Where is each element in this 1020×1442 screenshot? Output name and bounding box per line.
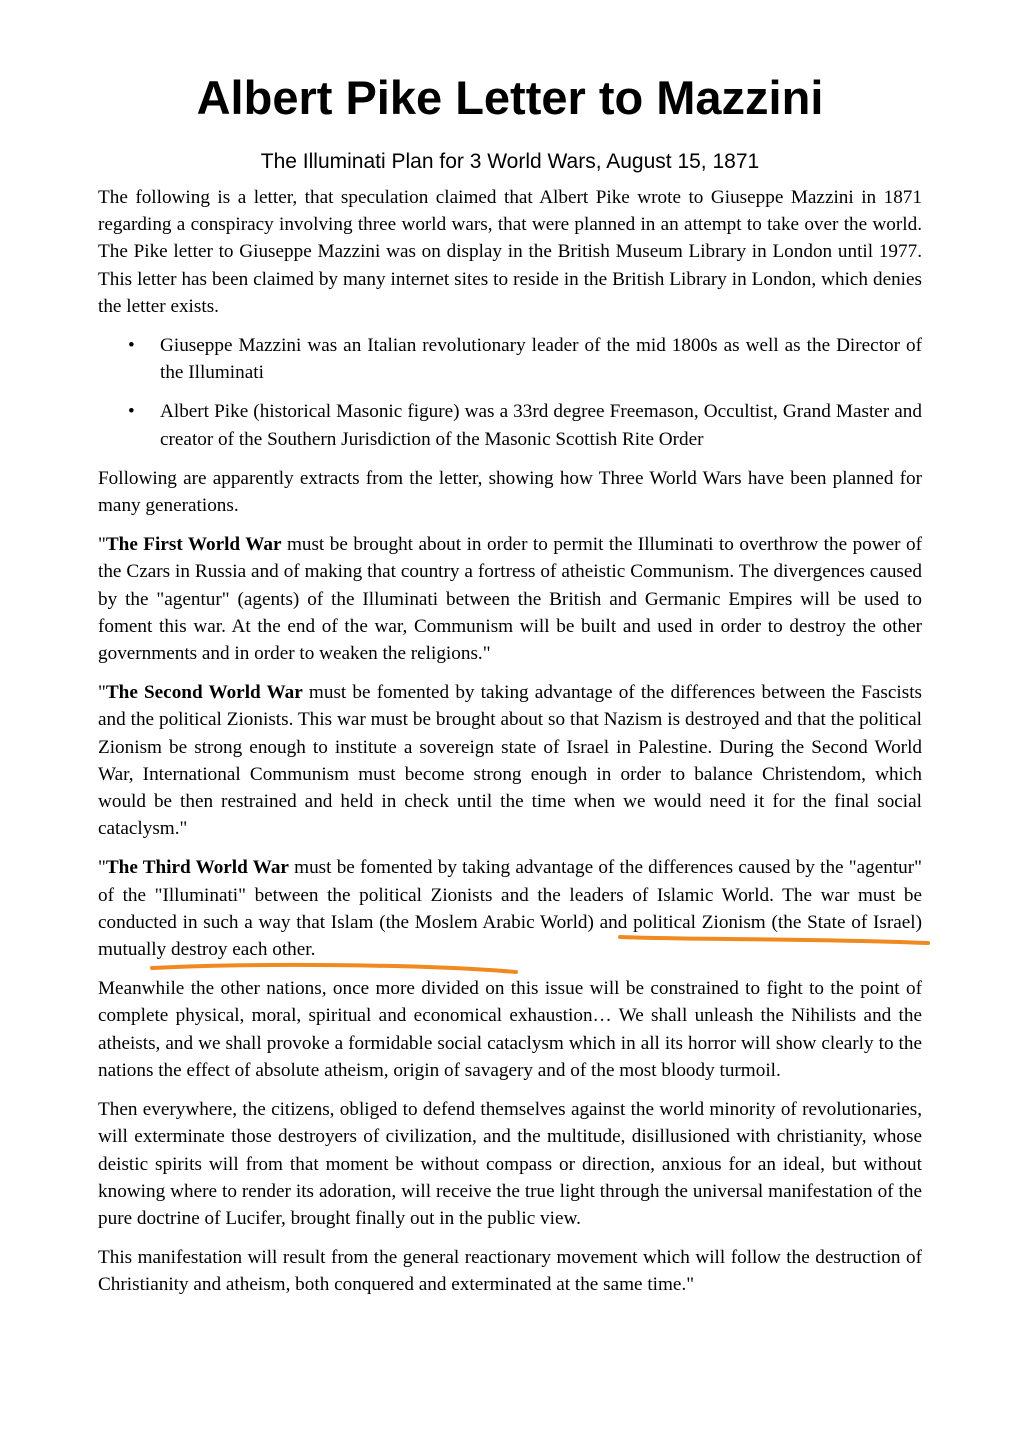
page-title: Albert Pike Letter to Mazzini — [196, 71, 824, 124]
meanwhile-paragraph: Meanwhile the other nations, once more divided on this issue will be constrained to fight to the point of complete physical, moral, spiritual and economical exhaustion… We shall unleash the Nihilists and the atheists, and we shall provoke a formidable social cataclysm which in all its horror will show clearly to the nations the effect of absolute atheism, origin of savagery and of the most bloody turmoil. — [98, 978, 922, 1081]
third-war-paragraph — [98, 854, 922, 963]
third-war-heading: The Third World War — [105, 857, 289, 879]
then-paragraph: Then everywhere, the citizens, obliged to defend themselves against the world minority of revolutionaries, will exterminate those destroyers of civilization, and the multitude, disillusioned with christianity, whose deistic spirits will from that moment be without compass or direction, anxious for an ideal, but without knowing where to render its adoration, will receive the true light through the universal manifestation of the pure doctrine of Lucifer, brought finally out in the public view. — [98, 1099, 922, 1229]
bullet-icon: • — [128, 335, 135, 357]
third-war-text: must be fomented by taking advantage of the differences caused by the "agentur" of the "Illuminati" between the political Zionists and the leaders of Islamic World. The war must be conducted in such a way that Islam (the Moslem Arabic World) and political Zionism (the State of Israel) mutually destroy each other. — [98, 857, 922, 961]
closing-paragraph: This manifestation will result from the general reactionary movement which will follow the destruction of Christianity and atheism, both conquered and exterminated at the same time." — [98, 1247, 922, 1296]
intro-paragraph: The following is a letter, that speculation claimed that Albert Pike wrote to Giuseppe Mazzini in 1871 regarding a conspiracy involving three world wars, that were planned in an attempt to take over the world. The Pike letter to Giuseppe Mazzini was on display in the British Museum Library in London until 1977. This letter has been claimed by many internet sites to reside in the British Library in London, which denies the letter exists. — [98, 187, 922, 317]
list-item — [128, 332, 922, 386]
bullet-icon: • — [128, 401, 135, 423]
second-war-heading: The Second World War — [105, 682, 303, 704]
document-body — [98, 184, 922, 1311]
page-subtitle: The Illuminati Plan for 3 World Wars, August 15, 1871 — [260, 150, 760, 173]
second-war-paragraph — [98, 679, 922, 842]
second-war-text: must be fomented by taking advantage of the differences between the Fascists and the political Zionists. This war must be brought about so that Nazism is destroyed and that the political Zionism be strong enough to institute a sovereign state of Israel in Palestine. During the Second World War, International Communism must become strong enough in order to balance Christendom, which would be then restrained and held in check until the time when we would need it for the final social cataclysm." — [98, 682, 922, 840]
list-item-text: Giuseppe Mazzini was an Italian revolutionary leader of the mid 1800s as well as the Director of the Illuminati — [160, 335, 922, 384]
following-paragraph: Following are apparently extracts from the letter, showing how Three World Wars have been planned for many generations. — [98, 467, 922, 517]
first-war-text: must be brought about in order to permit the Illuminati to overthrow the power of the Czars in Russia and of making that country a fortress of atheistic Communism. The divergences caused by the "agentur" (agents) of the Illuminati between the British and Germanic Empires will be used to foment this war. At the end of the war, Communism will be built and used in order to destroy the other governments and in order to weaken the religions." — [98, 534, 922, 665]
open-quote: " — [98, 534, 106, 556]
list-item-text: Albert Pike (historical Masonic figure) was a 33rd degree Freemason, Occultist, Grand Master and creator of the Southern Jurisdiction of the Masonic Scottish Rite Order — [160, 401, 922, 450]
first-war-paragraph — [98, 531, 922, 667]
open-quote: " — [98, 682, 106, 704]
bullet-list — [98, 332, 922, 453]
open-quote: " — [98, 857, 106, 879]
list-item — [128, 398, 922, 452]
first-war-heading: The First World War — [105, 534, 282, 556]
